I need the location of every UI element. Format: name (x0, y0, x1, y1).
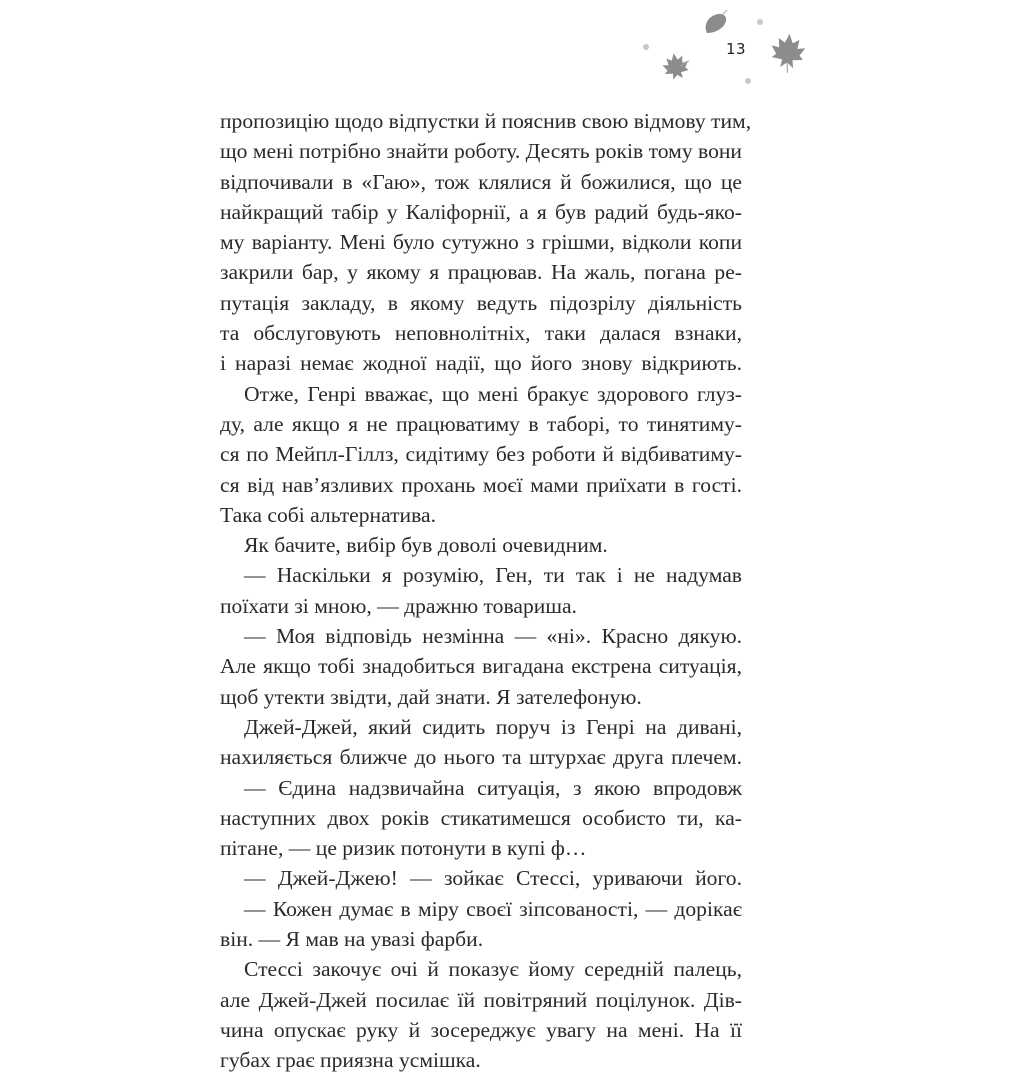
text-line: — Моя відповідь незмінна — «ні». Красно дякую. (244, 624, 742, 649)
text-line: ся по Мейпл-Гіллз, сидітиму без роботи й відбиватиму- (220, 442, 742, 467)
body-text (220, 106, 752, 1076)
text-line: — Кожен думає в міру своєї зіпсованості, — дорікає (244, 896, 742, 921)
teardrop-leaf-icon (706, 10, 727, 33)
header-decoration (0, 0, 1024, 100)
text-line: — Джей-Джею! — зойкає Стессі, уриваючи його. (244, 866, 742, 891)
text-line: закрили бар, у якому я працював. На жаль, погана ре- (220, 260, 742, 285)
dot-icon (757, 19, 763, 25)
text-line: Джей-Джей, який сидить поруч із Генрі на дивані, (244, 714, 742, 739)
text-line: ся від нав’язливих прохань моєї мами приїхати в гості. (220, 472, 742, 497)
dot-icon (745, 78, 751, 84)
text-line: поїхати зі мною, — дражню товариша. (220, 593, 577, 618)
text-line: Отже, Генрі вважає, що мені бракує здорового глуз- (244, 381, 742, 406)
maple-leaf-icon (769, 32, 806, 74)
dot-icon (643, 44, 649, 50)
text-line: — Єдина надзвичайна ситуація, з якою впродовж (244, 775, 742, 800)
text-line: що мені потрібно знайти роботу. Десять років тому вони (220, 139, 742, 164)
text-line: найкращий табір у Каліфорнії, а я був радий будь-яко- (220, 199, 742, 224)
text-line: він. — Я мав на увазі фарби. (220, 927, 484, 952)
text-line: пітане, — це ризик потонути в купі ф… (220, 836, 587, 861)
maple-leaf-icon (661, 51, 692, 81)
text-line: ду, але якщо я не працюватиму в таборі, то тинятиму- (220, 411, 742, 436)
text-line: му варіанту. Мені було сутужно з грішми, відколи копи (220, 230, 742, 255)
text-line: путація закладу, в якому ведуть підозрілу діяльність (220, 290, 742, 315)
text-line: відпочивали в «Гаю», тож клялися й божилися, що це (220, 169, 742, 194)
text-line: — Наскільки я розумію, Ген, ти так і не надумав (244, 563, 742, 588)
text-line: губах грає приязна усмішка. (220, 1048, 481, 1073)
text-line: Як бачите, вибір був доволі очевидним. (244, 533, 608, 558)
text-line: та обслуговують неповнолітніх, таки далася взнаки, (220, 321, 742, 346)
text-line: Така собі альтернатива. (220, 502, 437, 527)
text-line: але Джей-Джей посилає їй повітряний поцілунок. Дів- (220, 987, 742, 1012)
text-line: пропозицію щодо відпустки й пояснив свою відмову тим, (220, 109, 752, 133)
text-line: нахиляється ближче до нього та штурхає друга плечем. (220, 745, 742, 770)
page-number: 13 (726, 40, 747, 58)
text-line: наступних двох років стикатимешся особисто ти, ка- (220, 805, 742, 830)
text-line: і наразі немає жодної надії, що його знову відкриють. (220, 351, 742, 376)
text-line: чина опускає руку й зосереджує увагу на мені. На її (220, 1017, 742, 1042)
text-line: щоб утекти звідти, дай знати. Я зателефоную. (220, 684, 642, 709)
text-line: Але якщо тобі знадобиться вигадана екстрена ситуація, (220, 654, 742, 679)
text-line: Стессі закочує очі й показує йому середній палець, (244, 957, 742, 982)
